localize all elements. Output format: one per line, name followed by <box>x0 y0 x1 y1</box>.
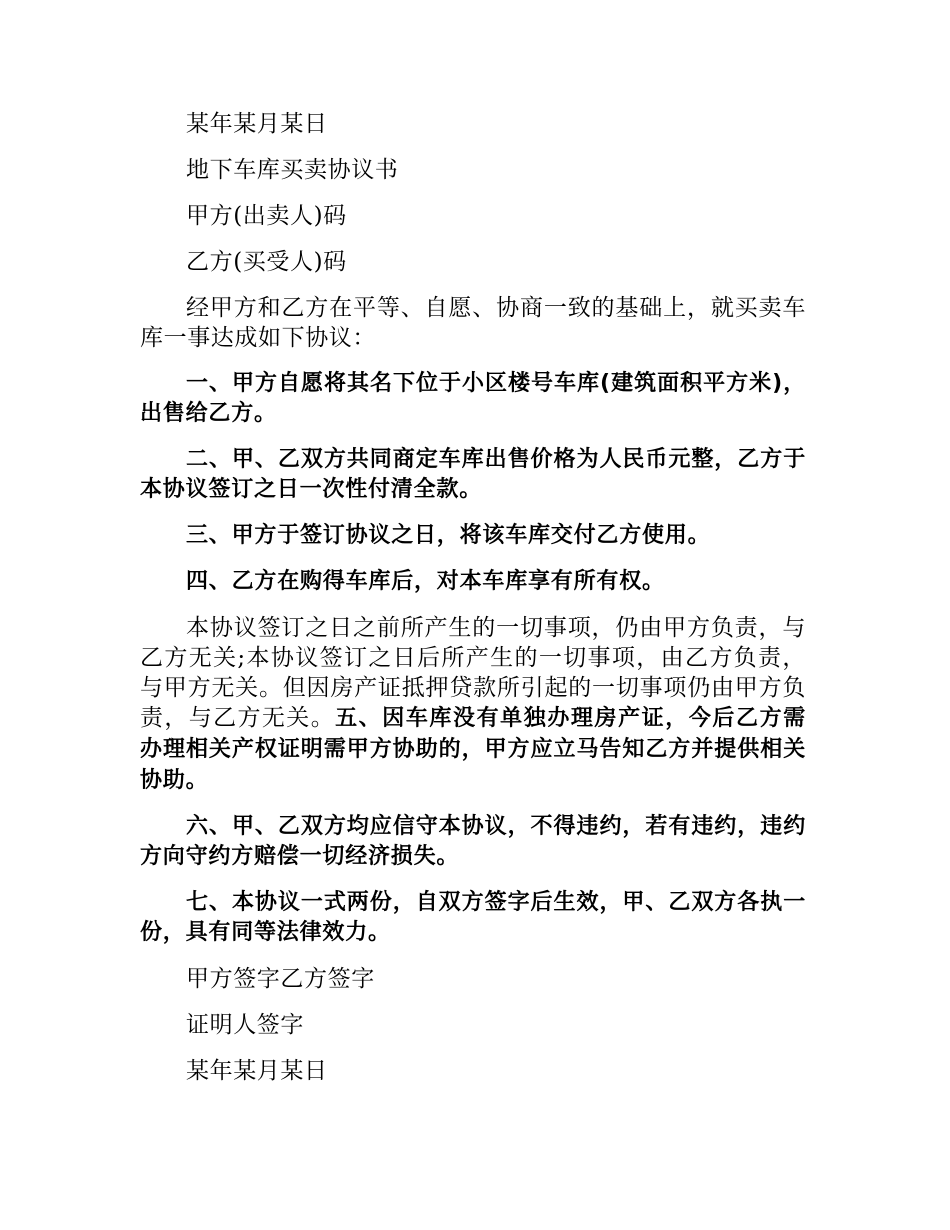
party-b-line: 乙方(买受人)码 <box>186 249 347 275</box>
date-bottom: 某年某月某日 <box>186 1058 328 1084</box>
liability-paragraph <box>140 613 806 796</box>
clause-3: 三、甲方于签订协议之日，将该车库交付乙方使用。 <box>186 523 711 548</box>
party-a-line: 甲方(出卖人)码 <box>186 203 347 229</box>
clause-4: 四、乙方在购得车库后，对本车库享有所有权。 <box>186 569 665 594</box>
intro-paragraph: 经甲方和乙方在平等、自愿、协商一致的基础上，就买卖车库一事达成如下协议： <box>140 295 806 351</box>
signature-line: 甲方签字乙方签字 <box>186 966 375 992</box>
clause-5: 五、因车库没有单独办理房产证，今后乙方需办理相关产权证明需甲方协助的，甲方应立马告知乙方并提供相关协助。 <box>140 706 806 793</box>
clause-7: 七、本协议一式两份，自双方签字后生效，甲、乙双方各执一份，具有同等法律效力。 <box>140 890 806 945</box>
clause-1: 一、甲方自愿将其名下位于小区楼号车库(建筑面积平方米)，出售给乙方。 <box>140 371 806 426</box>
document-title: 地下车库买卖协议书 <box>186 157 399 183</box>
document-body <box>140 109 806 1102</box>
witness-line: 证明人签字 <box>186 1012 304 1038</box>
clause-6: 六、甲、乙双方均应信守本协议，不得违约，若有违约，违约方向守约方赔偿一切经济损失。 <box>140 814 806 869</box>
clause-2: 二、甲、乙双方共同商定车库出售价格为人民币元整，乙方于本协议签订之日一次性付清全款。 <box>140 447 806 502</box>
liability-text: 本协议签订之日之前所产生的一切事项，仍由甲方负责，与乙方无关;本协议签订之日后所产生的一切事项，由乙方负责，与甲方无关。但因房产证抵押贷款所引起的一切事项仍由甲方负责，与乙方无关。 <box>140 615 806 731</box>
date-top: 某年某月某日 <box>186 111 328 137</box>
